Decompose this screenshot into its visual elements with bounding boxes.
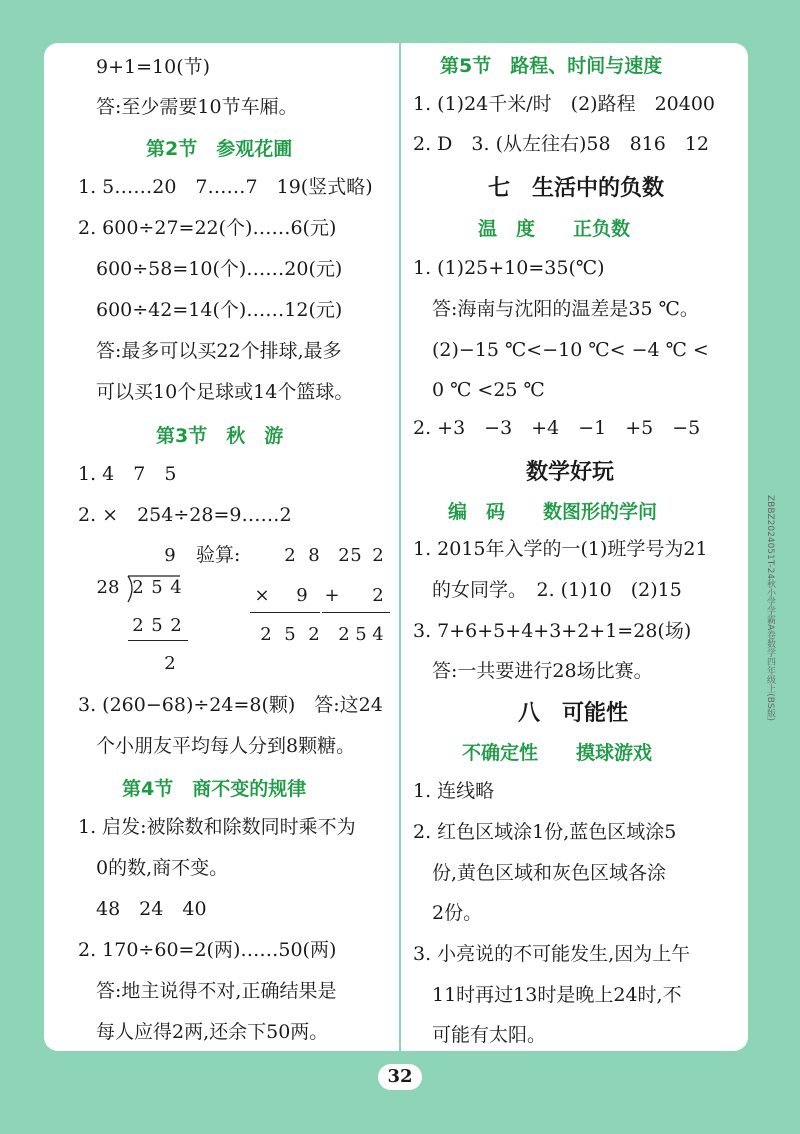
add-result-digit: 2 <box>338 624 350 645</box>
quotient-digit: 9 <box>164 545 176 566</box>
answer-line: 1. 连线略 <box>413 780 495 802</box>
division-rule <box>128 640 188 641</box>
answer-line: 2份。 <box>432 902 483 924</box>
answer-line: 3. 7+6+5+4+3+2+1=28(场) <box>413 620 692 642</box>
answer-line: 1. 5……20 7……7 19(竖式略) <box>78 176 373 198</box>
mult-operator: × <box>254 585 270 606</box>
answer-line: 2. D 3. (从左往右)58 816 12 <box>413 133 710 155</box>
chapter-title: 八 可能性 <box>518 701 629 726</box>
answer-line: 3. (260−68)÷24=8(颗) 答:这24 <box>78 694 383 716</box>
add-result-digit: 5 <box>355 624 367 645</box>
answer-line: 2. 170÷60=2(两)……50(两) <box>78 939 337 961</box>
answer-line: 答:最多可以买22个排球,最多 <box>96 340 342 362</box>
mult-digit: 8 <box>308 545 320 566</box>
answer-line: 2. 600÷27=22(个)……6(元) <box>78 217 337 239</box>
page-number: 32 <box>378 1064 422 1090</box>
section-title: 温 度 正负数 <box>478 218 631 240</box>
answer-line: 答:至少需要10节车厢。 <box>96 96 298 118</box>
answer-line: 600÷42=14(个)……12(元) <box>96 299 343 321</box>
section-title: 第5节 路程、时间与速度 <box>440 55 663 77</box>
answer-line: 个小朋友平均每人分到8颗糖。 <box>96 735 356 757</box>
section-title: 不确定性 摸球游戏 <box>462 742 653 764</box>
mult-rule <box>250 612 320 613</box>
mult-result-digit: 2 <box>308 624 320 645</box>
product-digit: 2 <box>132 615 144 636</box>
answer-line: 可以买10个足球或14个篮球。 <box>96 381 354 403</box>
add-digit: 2 <box>372 545 384 566</box>
answer-line: 每人应得2两,还余下50两。 <box>96 1021 329 1043</box>
answer-line: 2. 红色区域涂1份,蓝色区域涂5 <box>413 821 677 843</box>
answer-line: 2. +3 −3 +4 −1 +5 −5 <box>413 417 701 439</box>
mult-result-digit: 2 <box>260 624 272 645</box>
answer-line: 1. (1)25+10=35(℃) <box>413 257 605 279</box>
answer-line: 1. 4 7 5 <box>78 463 177 485</box>
chapter-title: 数学好玩 <box>526 460 615 485</box>
answer-line: 1. 2015年入学的一(1)班学号为21 <box>413 538 708 560</box>
mult-digit: 9 <box>296 585 308 606</box>
answer-line: 答:一共要进行28场比赛。 <box>432 660 653 682</box>
answer-line: 9+1=10(节) <box>96 56 211 78</box>
section-title: 第4节 商不变的规律 <box>122 778 307 800</box>
answer-line: 0 ℃ <25 ℃ <box>432 379 545 401</box>
dividend-digit: 2 <box>132 577 144 598</box>
add-result-digit: 4 <box>372 624 384 645</box>
section-title: 编 码 数图形的学问 <box>448 501 658 523</box>
answer-line: 份,黄色区域和灰色区域各涂 <box>432 862 667 884</box>
answer-line: 答:海南与沈阳的温差是35 ℃。 <box>432 298 699 320</box>
add-operator: + <box>324 585 340 606</box>
column-divider <box>399 43 401 1051</box>
chapter-title: 七 生活中的负数 <box>488 176 665 201</box>
add-digit: 2 <box>338 545 350 566</box>
add-digit: 2 <box>372 585 384 606</box>
answer-line: 的女同学。 2. (1)10 (2)15 <box>432 579 682 601</box>
section-title: 第3节 秋 游 <box>156 425 284 447</box>
answer-line: 答:地主说得不对,正确结果是 <box>96 980 337 1002</box>
answer-line: 1. 启发:被除数和除数同时乘不为 <box>78 816 356 838</box>
answer-line: 2. × 254÷28=9……2 <box>78 504 292 526</box>
verify-label: 验算: <box>196 544 241 566</box>
dividend-digit: 4 <box>170 577 182 598</box>
product-digit: 5 <box>151 615 163 636</box>
divisor: 28 <box>96 577 120 598</box>
section-title: 第2节 参观花圃 <box>146 138 293 160</box>
remainder-digit: 2 <box>164 653 176 674</box>
answer-line: (2)−15 ℃<−10 ℃< −4 ℃ < <box>432 339 709 361</box>
answer-line: 11时再过13时是晚上24时,不 <box>432 984 682 1006</box>
answer-line: 可能有太阳。 <box>432 1024 547 1046</box>
answer-line: 48 24 40 <box>96 898 207 920</box>
answer-line: 3. 小亮说的不可能发生,因为上午 <box>413 943 691 965</box>
dividend-digit: 5 <box>151 577 163 598</box>
mult-result-digit: 5 <box>284 624 296 645</box>
add-rule <box>322 612 390 613</box>
product-digit: 2 <box>170 615 182 636</box>
answer-line: 0的数,商不变。 <box>96 857 229 879</box>
side-code: ZBBZ2024051T-24秋小学学霸A卷数学四年级上(BS版) <box>765 495 775 722</box>
mult-digit: 2 <box>284 545 296 566</box>
answer-line: 600÷58=10(个)……20(元) <box>96 258 343 280</box>
add-digit: 5 <box>350 545 362 566</box>
answer-line: 1. (1)24千米/时 (2)路程 20400 <box>413 93 716 115</box>
